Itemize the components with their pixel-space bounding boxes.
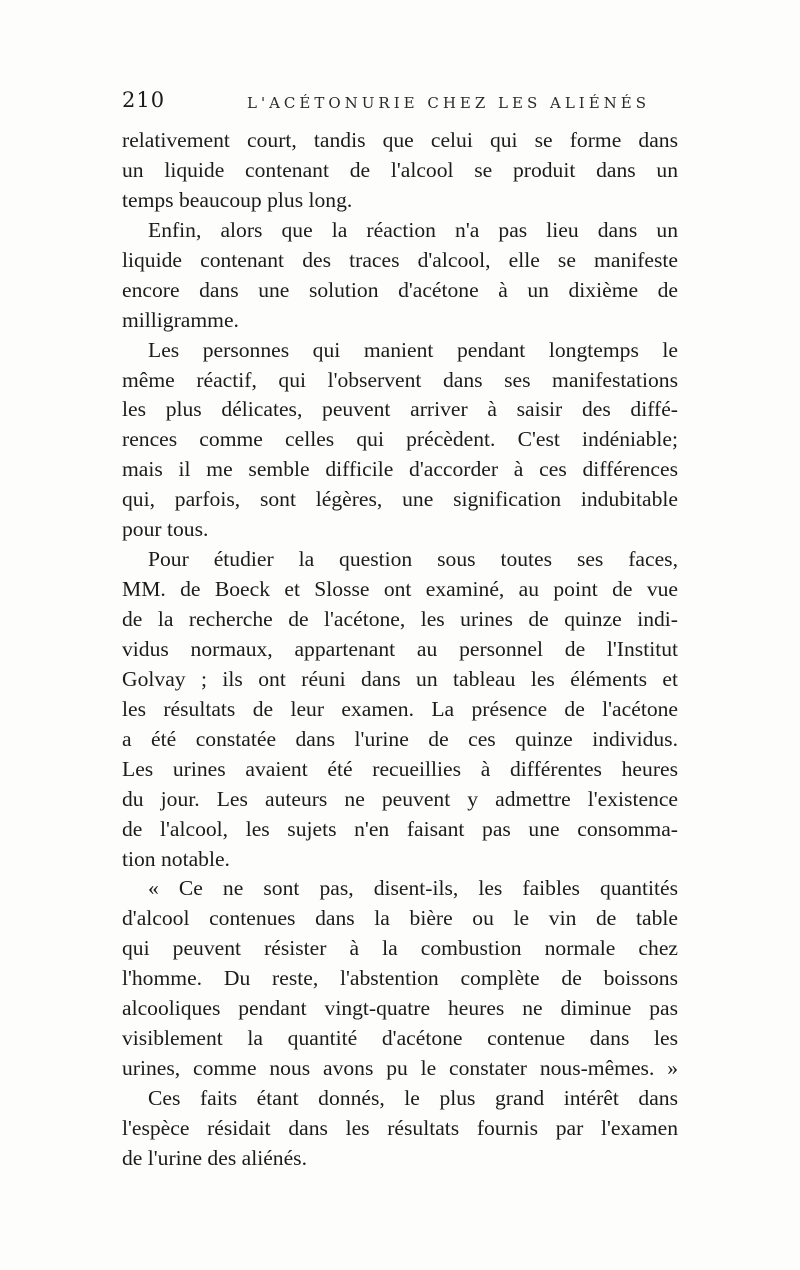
text-line: Enfin, alors que la réaction n'a pas lieu dans un — [148, 217, 678, 242]
text-line: un liquide contenant de l'alcool se produit dans un — [122, 157, 678, 182]
text-line: Pour étudier la question sous toutes ses faces, — [148, 547, 678, 572]
page-number: 210 — [122, 88, 166, 112]
text-line: a été constatée dans l'urine de ces quinze individus. — [122, 726, 678, 751]
text-line: du jour. Les auteurs ne peuvent y admettre l'existence — [122, 786, 678, 811]
text-line: encore dans une solution d'acétone à un dixième de — [122, 277, 678, 302]
text-line: alcooliques pendant vingt-quatre heures ne diminue pas — [122, 996, 678, 1021]
text-line: mais il me semble difficile d'accorder à ces différences — [122, 457, 678, 482]
body-text — [122, 126, 678, 1174]
text-line: visiblement la quantité d'acétone contenue dans les — [122, 1026, 678, 1051]
text-line: pour tous. — [122, 517, 209, 542]
text-line: de l'urine des aliénés. — [122, 1145, 307, 1170]
text-line: qui peuvent résister à la combustion normale chez — [122, 936, 678, 961]
text-line: milligramme. — [122, 307, 239, 332]
text-line: de la recherche de l'acétone, les urines de quinze indi- — [122, 607, 678, 631]
text-line: qui, parfois, sont légères, une signification indubitable — [122, 487, 678, 512]
text-line: d'alcool contenues dans la bière ou le vin de table — [122, 906, 678, 931]
text-line: l'espèce résidait dans les résultats fournis par l'examen — [122, 1115, 678, 1140]
text-line: rences comme celles qui précèdent. C'est indéniable; — [122, 427, 678, 452]
text-line: temps beaucoup plus long. — [122, 187, 353, 212]
running-head — [122, 88, 678, 118]
text-line: les résultats de leur examen. La présence de l'acétone — [122, 696, 678, 721]
text-line: les plus délicates, peuvent arriver à saisir des diffé- — [122, 397, 678, 422]
text-line: Les personnes qui manient pendant longtemps le — [148, 337, 678, 362]
text-line: même réactif, qui l'observent dans ses manifestations — [122, 367, 678, 392]
text-line: « Ce ne sont pas, disent-ils, les faibles quantités — [148, 876, 678, 901]
text-line: urines, comme nous avons pu le constater nous-mêmes. » — [122, 1056, 678, 1081]
text-line: tion notable. — [122, 846, 230, 871]
text-line: liquide contenant des traces d'alcool, elle se manifeste — [122, 247, 678, 272]
text-line: l'homme. Du reste, l'abstention complète de boissons — [122, 966, 678, 991]
text-line: relativement court, tandis que celui qui se forme dans — [122, 128, 678, 152]
text-line: de l'alcool, les sujets n'en faisant pas une consomma- — [122, 816, 678, 841]
text-line: Ces faits étant donnés, le plus grand intérêt dans — [148, 1086, 678, 1110]
text-line: Les urines avaient été recueillies à différentes heures — [122, 756, 678, 781]
running-title: L'ACÉTONURIE CHEZ LES ALIÉNÉS — [247, 94, 651, 112]
text-line: vidus normaux, appartenant au personnel de l'Institut — [122, 636, 678, 661]
text-line: MM. de Boeck et Slosse ont examiné, au point de vue — [122, 577, 678, 602]
text-line: Golvay ; ils ont réuni dans un tableau les éléments et — [122, 666, 678, 691]
